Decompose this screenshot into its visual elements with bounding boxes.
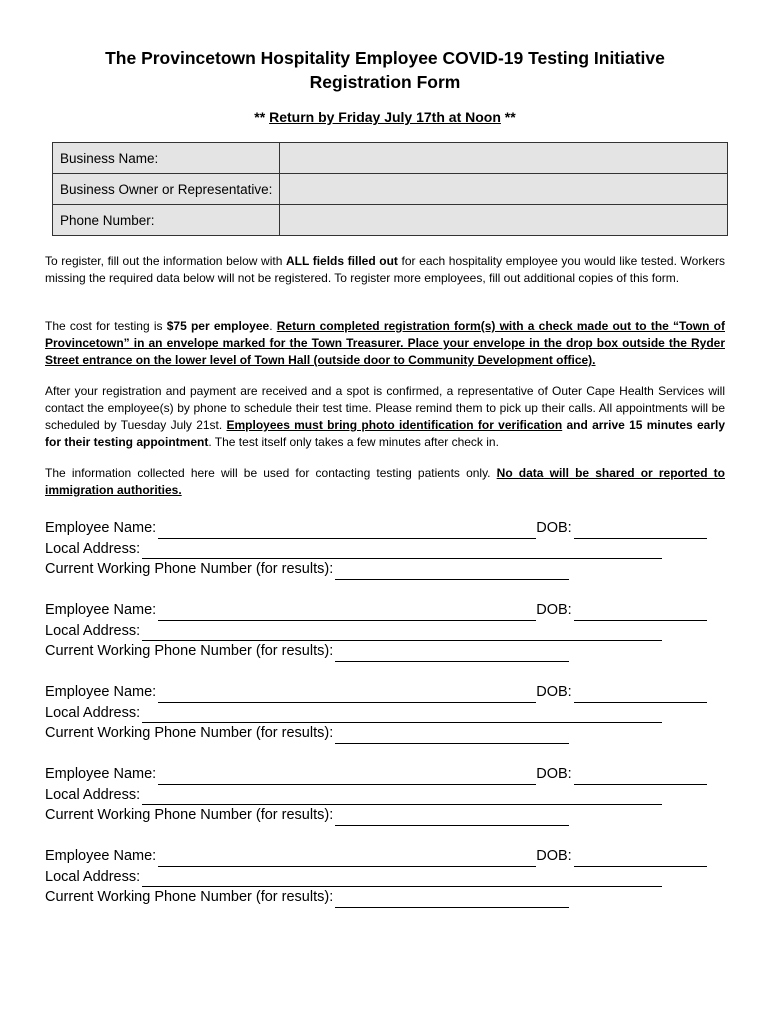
dob-label: DOB: bbox=[536, 602, 572, 618]
phone-field[interactable] bbox=[335, 564, 569, 580]
phone-label: Current Working Phone Number (for results): bbox=[45, 807, 334, 823]
employee-name-label: Employee Name: bbox=[45, 684, 157, 700]
employee-name-label: Employee Name: bbox=[45, 520, 157, 536]
employee-name-field[interactable] bbox=[158, 523, 536, 539]
p3-text-a: After your registration and payment are received and a spot is confirmed, a representative of Outer Cape Health Services will contact the employee(s) by phone to schedule their test time. Please remind them to pick up their calls. All appointments will be scheduled by Tuesday July 21st. bbox=[45, 384, 725, 432]
business-owner-field[interactable] bbox=[280, 174, 728, 205]
employee-entry-3 bbox=[45, 682, 745, 744]
employee-name-label: Employee Name: bbox=[45, 602, 157, 618]
local-address-field[interactable] bbox=[142, 543, 662, 559]
dob-label: DOB: bbox=[536, 848, 572, 864]
p2-return-instructions: Return completed registration form(s) with a check made out to the “Town of Provincetown” in an envelope marked for the Town Treasurer. Place your envelope in the drop box outside the Ryder Street entrance on the lower level of Town Hall (outside door to Community Development office). bbox=[45, 319, 725, 367]
p4-text-a: The information collected here will be used for contacting testing patients only. bbox=[45, 466, 497, 480]
employee-name-field[interactable] bbox=[158, 769, 536, 785]
phone-field[interactable] bbox=[335, 892, 569, 908]
p2-text-c: . bbox=[269, 319, 277, 333]
employee-name-field[interactable] bbox=[158, 605, 536, 621]
employee-name-label: Employee Name: bbox=[45, 766, 157, 782]
p2-text-a: The cost for testing is bbox=[45, 319, 167, 333]
business-name-field[interactable] bbox=[280, 143, 728, 174]
form-title bbox=[60, 46, 710, 94]
deadline-suffix: ** bbox=[500, 109, 516, 125]
p2-cost: $75 per employee bbox=[166, 319, 270, 333]
dob-field[interactable] bbox=[574, 687, 707, 703]
local-address-label: Local Address: bbox=[45, 622, 141, 639]
dob-field[interactable] bbox=[574, 769, 707, 785]
local-address-field[interactable] bbox=[142, 789, 662, 805]
dob-label: DOB: bbox=[536, 520, 572, 536]
business-name-label: Business Name: bbox=[53, 143, 280, 174]
instructions-paragraph-3 bbox=[45, 383, 725, 451]
p3-arrive-early: and arrive 15 minutes early for their testing appointment bbox=[45, 418, 725, 449]
dob-field[interactable] bbox=[574, 523, 707, 539]
employee-entry-2 bbox=[45, 600, 745, 662]
business-phone-label: Phone Number: bbox=[53, 205, 280, 236]
employee-entry-5 bbox=[45, 846, 745, 908]
phone-label: Current Working Phone Number (for results): bbox=[45, 889, 334, 905]
return-deadline bbox=[60, 108, 710, 126]
p4-privacy-note: No data will be shared or reported to immigration authorities. bbox=[45, 466, 726, 497]
dob-field[interactable] bbox=[574, 851, 707, 867]
p3-text-d: . The test itself only takes a few minutes after check in. bbox=[208, 435, 499, 449]
p1-text-a: To register, fill out the information below with bbox=[45, 254, 286, 268]
employee-name-field[interactable] bbox=[158, 851, 536, 867]
instructions-paragraph-1 bbox=[45, 253, 725, 287]
phone-field[interactable] bbox=[335, 728, 569, 744]
p3-photo-id: Employees must bring photo identification for verification bbox=[226, 418, 563, 432]
phone-label: Current Working Phone Number (for results): bbox=[45, 561, 334, 577]
dob-label: DOB: bbox=[536, 684, 572, 700]
phone-field[interactable] bbox=[335, 810, 569, 826]
business-owner-label: Business Owner or Representative: bbox=[53, 174, 280, 205]
business-info-table bbox=[52, 142, 728, 236]
phone-label: Current Working Phone Number (for results): bbox=[45, 643, 334, 659]
instructions-paragraph-2 bbox=[45, 318, 725, 369]
p1-bold: ALL fields filled out bbox=[285, 254, 398, 268]
deadline-text: Return by Friday July 17th at Noon bbox=[269, 109, 501, 125]
employee-entry-1 bbox=[45, 518, 745, 580]
local-address-label: Local Address: bbox=[45, 540, 141, 557]
local-address-field[interactable] bbox=[142, 871, 662, 887]
instructions-paragraph-4 bbox=[45, 465, 725, 499]
p1-text-c: for each hospitality employee you would like tested. Workers missing the required data below will not be registered. To register more employees, fill out additional copies of this form. bbox=[45, 254, 725, 285]
local-address-label: Local Address: bbox=[45, 786, 141, 803]
dob-label: DOB: bbox=[536, 766, 572, 782]
business-owner-row bbox=[53, 174, 728, 205]
title-line-2: Registration Form bbox=[309, 72, 461, 92]
phone-field[interactable] bbox=[335, 646, 569, 662]
business-phone-row bbox=[53, 205, 728, 236]
local-address-field[interactable] bbox=[142, 625, 662, 641]
employee-name-field[interactable] bbox=[158, 687, 536, 703]
phone-label: Current Working Phone Number (for results): bbox=[45, 725, 334, 741]
local-address-label: Local Address: bbox=[45, 704, 141, 721]
local-address-field[interactable] bbox=[142, 707, 662, 723]
employee-name-label: Employee Name: bbox=[45, 848, 157, 864]
title-line-1: The Provincetown Hospitality Employee COVID-19 Testing Initiative bbox=[105, 48, 665, 68]
business-name-row bbox=[53, 143, 728, 174]
employee-entry-4 bbox=[45, 764, 745, 826]
deadline-prefix: ** bbox=[254, 109, 270, 125]
local-address-label: Local Address: bbox=[45, 868, 141, 885]
business-phone-field[interactable] bbox=[280, 205, 728, 236]
dob-field[interactable] bbox=[574, 605, 707, 621]
